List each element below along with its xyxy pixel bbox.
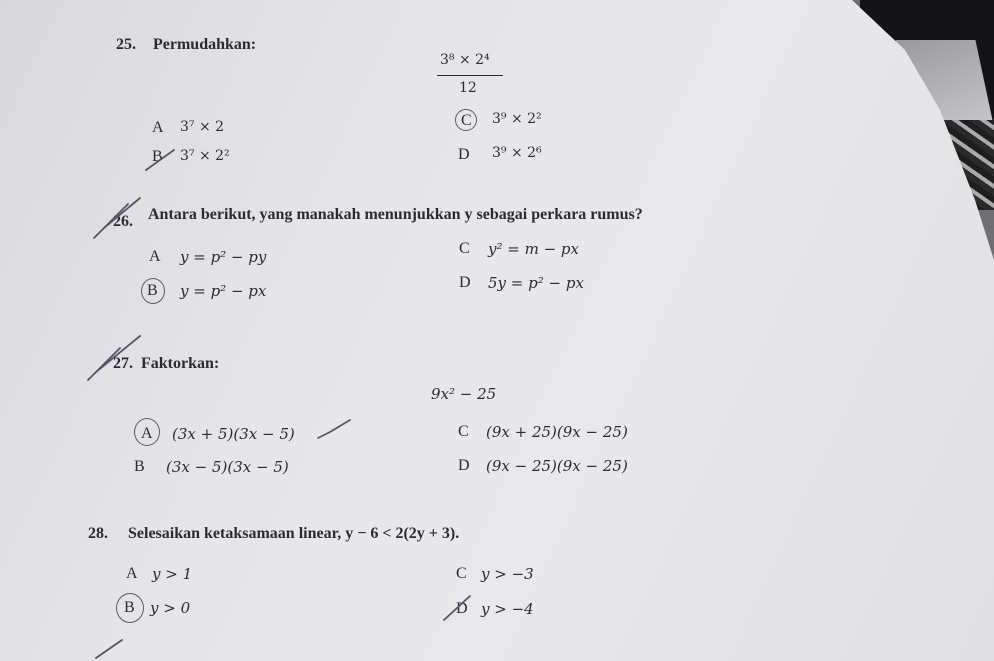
slash-q26-number (94, 198, 140, 238)
option-letter-c: C (458, 423, 469, 440)
option-c[interactable]: 3⁹ × 2² (492, 111, 542, 127)
option-d[interactable]: 5y = p² − px (488, 274, 584, 292)
option-letter-d: D (459, 274, 471, 291)
option-c[interactable]: y² = m − px (488, 240, 579, 258)
option-c[interactable]: (9x + 25)(9x − 25) (486, 423, 628, 441)
option-b[interactable]: (3x − 5)(3x − 5) (166, 458, 289, 476)
question-number: 25. (116, 36, 136, 53)
question-number: 26. (113, 213, 133, 230)
option-letter-a: A (152, 119, 164, 136)
option-letter-b: B (124, 599, 135, 616)
question-number: 28. (88, 525, 108, 542)
expression-denominator: 12 (459, 80, 477, 96)
slash-q28-d (444, 596, 470, 620)
option-letter-c: C (456, 565, 467, 582)
option-letter-d: D (456, 600, 468, 617)
option-d[interactable]: 3⁹ × 2⁶ (492, 145, 542, 161)
question-prompt: Antara berikut, yang manakah menunjukkan y sebagai perkara rumus? (148, 206, 643, 223)
option-letter-c: C (461, 112, 472, 129)
option-b[interactable]: y > 0 (150, 599, 191, 617)
option-b[interactable]: y = p² − px (180, 282, 267, 300)
option-letter-a: A (149, 248, 161, 265)
option-letter-a: A (126, 565, 138, 582)
option-d[interactable]: y > −4 (481, 600, 534, 618)
option-letter-c: C (459, 240, 470, 257)
option-letter-b: B (134, 458, 145, 475)
option-a[interactable]: y > 1 (152, 565, 193, 583)
expression-numerator: 3⁸ × 2⁴ (440, 52, 490, 68)
option-a[interactable]: y = p² − py (180, 248, 267, 266)
question-prompt: Permudahkan: (153, 36, 257, 53)
slash-q25-b (146, 150, 174, 170)
option-a[interactable]: 3⁷ × 2 (180, 119, 225, 135)
option-letter-b: B (152, 148, 163, 165)
option-letter-b: B (147, 282, 158, 299)
expression: 9x² − 25 (431, 385, 497, 403)
option-c[interactable]: y > −3 (481, 565, 534, 583)
option-d[interactable]: (9x − 25)(9x − 25) (486, 457, 628, 475)
tick-q27-a (318, 420, 350, 438)
question-number: 27. (113, 355, 133, 372)
question-prompt: Faktorkan: (141, 355, 220, 372)
option-letter-d: D (458, 146, 470, 163)
option-b[interactable]: 3⁷ × 2² (180, 148, 230, 164)
option-letter-a: A (141, 425, 153, 442)
slash-q27-number (88, 336, 140, 380)
stroke-bottom (96, 640, 122, 658)
option-letter-d: D (458, 457, 470, 474)
option-a[interactable]: (3x + 5)(3x − 5) (172, 425, 295, 443)
question-prompt: Selesaikan ketaksamaan linear, y − 6 < 2(2y + 3). (128, 525, 460, 542)
